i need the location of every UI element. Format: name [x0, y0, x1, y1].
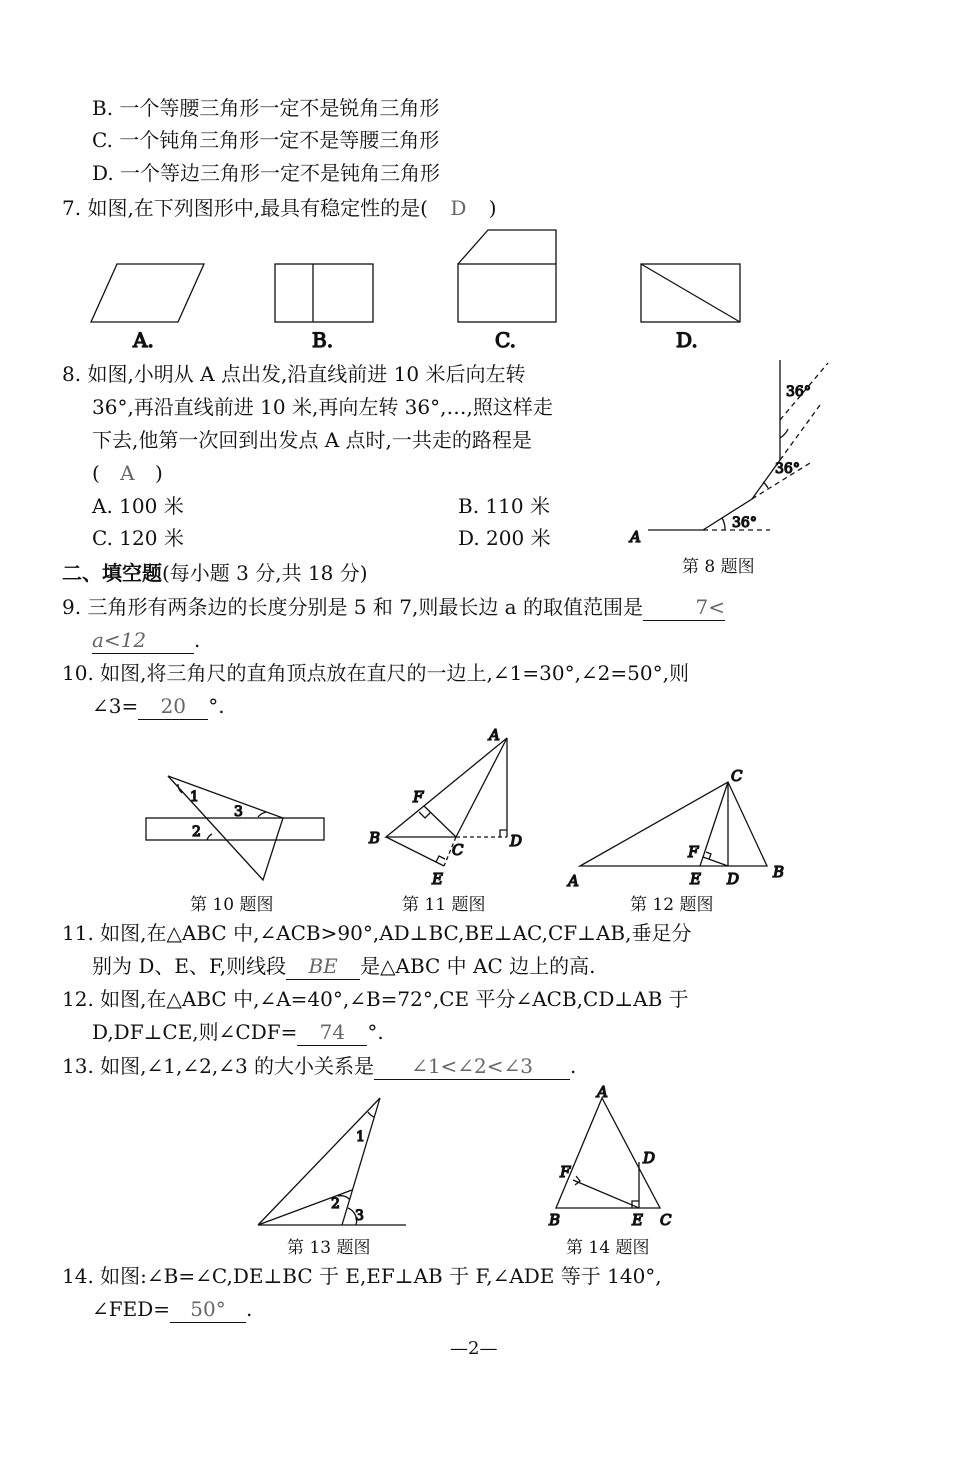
q11-label-e: E [432, 870, 443, 888]
q14-label-d: D [643, 1149, 656, 1167]
page-number: —2— [450, 1338, 498, 1359]
q11-line-1: 11. 如图,在△ABC 中,∠ACB>90°,AD⊥BC,BE⊥AC,CF⊥AB,垂足分 [62, 921, 692, 945]
q8-option-c: C. 120 米 [92, 526, 184, 550]
q14-label-b: B [549, 1211, 561, 1229]
q8-answer: A [120, 461, 135, 485]
fig13-caption: 第 13 题图 [287, 1238, 371, 1258]
q13-angle-3: 3 [355, 1208, 364, 1224]
q12-label-e: E [690, 870, 701, 888]
q12-prefix: D,DF⊥CE,则∠CDF= [92, 1020, 298, 1044]
q8-option-b: B. 110 米 [458, 494, 550, 518]
q12-label-b: B [773, 863, 785, 881]
q9-answer-part1: 7< [643, 594, 725, 621]
q14-label-a: A [597, 1083, 608, 1101]
q13-angle-2: 2 [331, 1196, 340, 1212]
q8-angle-label-2: 36° [775, 461, 800, 477]
q7-figure-a-parallelogram [91, 264, 204, 322]
fig11-caption: 第 11 题图 [402, 895, 486, 915]
q14-label-c: C [660, 1211, 672, 1229]
q12-label-c: C [731, 767, 743, 785]
fig8-caption: 第 8 题图 [682, 557, 755, 577]
q12-label-a: A [568, 872, 579, 890]
q8-line-3: 下去,他第一次回到出发点 A 点时,一共走的路程是 [92, 428, 532, 452]
q14-label-e: E [632, 1211, 643, 1229]
q12-figure [580, 782, 767, 866]
q8-paren-open: ( [92, 461, 100, 485]
section2-title: 二、填空题 [62, 561, 162, 585]
fig12-caption: 第 12 题图 [630, 895, 714, 915]
q7-figure-c-pentagon [458, 230, 556, 322]
q7-label-a: A. [133, 328, 154, 352]
q10-prefix: ∠3= [92, 694, 139, 718]
q7-figure-d-rectangle-diagonal [641, 264, 740, 322]
fig14-caption: 第 14 题图 [566, 1238, 650, 1258]
q11-label-c: C [452, 841, 464, 859]
q13-end: . [570, 1054, 577, 1078]
q6-option-c: C. 一个钝角三角形一定不是等腰三角形 [92, 128, 440, 152]
q11-label-f: F [413, 788, 424, 806]
q10-end: °. [208, 694, 225, 718]
q7-answer: D [450, 196, 467, 220]
q6-option-b: B. 一个等腰三角形一定不是锐角三角形 [92, 96, 440, 120]
q14-prefix: ∠FED= [92, 1297, 171, 1321]
q10-line-1: 10. 如图,将三角尺的直角顶点放在直尺的一边上,∠1=30°,∠2=50°,则 [62, 661, 689, 685]
q12-label-f: F [688, 843, 699, 861]
q8-point-a: A [630, 528, 641, 546]
q14-label-f: F [560, 1163, 571, 1181]
q8-option-d: D. 200 米 [458, 526, 551, 550]
q8-angle-label-3: 36° [786, 384, 811, 400]
q7-label-d: D. [676, 328, 698, 352]
q8-option-a: A. 100 米 [92, 494, 184, 518]
q10-angle-3: 3 [234, 804, 243, 820]
q7-label-b: B. [312, 328, 334, 352]
q7-stem-after: ) [488, 196, 497, 220]
q6-option-d: D. 一个等边三角形一定不是钝角三角形 [92, 161, 441, 185]
q8-line-2: 36°,再沿直线前进 10 米,再向左转 36°,…,照这样走 [92, 395, 553, 419]
q7-label-c: C. [495, 328, 516, 352]
q14-line-1: 14. 如图:∠B=∠C,DE⊥BC 于 E,EF⊥AB 于 F,∠ADE 等于 140°, [62, 1264, 662, 1288]
q11-prefix: 别为 D、E、F,则线段 [92, 954, 287, 978]
q11-suffix: 是△ABC 中 AC 边上的高. [360, 954, 596, 978]
q10-angle-2: 2 [192, 824, 201, 840]
q14-end: . [246, 1297, 253, 1321]
q12-end: °. [367, 1020, 384, 1044]
q10-angle-1: 1 [190, 789, 199, 805]
q11-label-a: A [489, 726, 500, 744]
q13-angle-1: 1 [356, 1129, 365, 1145]
q12-label-d: D [727, 870, 740, 888]
section2-note: (每小题 3 分,共 18 分) [162, 561, 368, 585]
q13-prefix: 13. 如图,∠1,∠2,∠3 的大小关系是 [62, 1054, 375, 1078]
q10-answer: 20 [138, 693, 208, 720]
q8-angle-label-1: 36° [732, 515, 757, 531]
q11-answer: BE [286, 953, 360, 980]
q14-answer: 50° [170, 1296, 246, 1323]
q9-end: . [194, 628, 201, 652]
q11-label-b: B [369, 829, 381, 847]
q7-stem-before: 7. 如图,在下列图形中,最具有稳定性的是( [62, 196, 428, 220]
q7-figure-b-divided-rectangle [275, 264, 373, 322]
fig10-caption: 第 10 题图 [190, 895, 274, 915]
q9-stem: 9. 三角形有两条边的长度分别是 5 和 7,则最长边 a 的取值范围是 [62, 595, 643, 619]
q8-line-1: 8. 如图,小明从 A 点出发,沿直线前进 10 米后向左转 [62, 362, 526, 386]
q12-answer: 74 [297, 1019, 367, 1046]
q8-paren-close: ) [154, 461, 163, 485]
q12-line-1: 12. 如图,在△ABC 中,∠A=40°,∠B=72°,CE 平分∠ACB,CD⊥AB 于 [62, 987, 689, 1011]
q9-answer-part2: a<12 [92, 627, 194, 654]
q11-label-d: D [510, 832, 523, 850]
q13-answer: ∠1<∠2<∠3 [374, 1053, 570, 1080]
q10-figure [146, 776, 324, 880]
q11-figure [386, 738, 507, 866]
